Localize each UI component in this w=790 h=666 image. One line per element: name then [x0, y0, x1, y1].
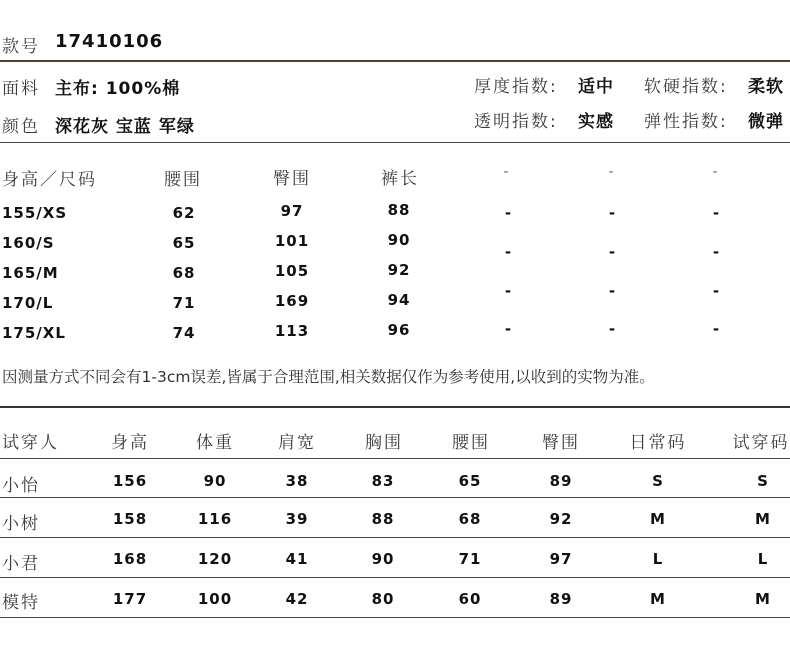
size-cell: 96	[387, 321, 411, 339]
tryon-cell: 80	[371, 590, 395, 608]
tryon-row-name: 小怡	[2, 476, 40, 496]
tryon-cell: 90	[203, 472, 227, 490]
size-row-label: 165/M	[2, 264, 59, 282]
info-divider	[0, 142, 790, 143]
size-blank-cell: -	[504, 204, 512, 222]
size-header-waist: 腰围	[164, 170, 202, 190]
tryon-cell: 177	[112, 590, 148, 608]
size-header-blank: -	[608, 164, 614, 180]
tryon-header: 体重	[196, 433, 234, 453]
elasticity-label: 弹性指数:	[644, 112, 728, 132]
tryon-header: 臀围	[542, 433, 580, 453]
style-no-label: 款号	[2, 37, 40, 57]
size-header-hip: 臀围	[273, 169, 311, 189]
tryon-header: 身高	[111, 433, 149, 453]
size-cell: 62	[172, 204, 196, 222]
size-row-label: 175/XL	[2, 324, 66, 342]
tryon-cell: M	[650, 590, 666, 608]
size-cell: 65	[172, 234, 196, 252]
size-cell: 97	[280, 202, 304, 220]
tryon-header: 试穿人	[2, 433, 59, 453]
transparency-value: 实感	[578, 112, 614, 132]
tryon-divider	[0, 458, 790, 459]
size-blank-cell: -	[504, 282, 512, 300]
tryon-cell: L	[652, 550, 664, 568]
tryon-divider	[0, 577, 790, 578]
color-value: 深花灰 宝蓝 军绿	[55, 117, 195, 137]
size-cell: 90	[387, 231, 411, 249]
softness-label: 软硬指数:	[644, 77, 728, 97]
tryon-cell: M	[755, 590, 771, 608]
tryon-header: 胸围	[365, 433, 403, 453]
size-blank-cell: -	[608, 243, 616, 261]
fabric-label: 面料	[2, 79, 40, 99]
thickness-label: 厚度指数:	[474, 77, 558, 97]
tryon-row-name: 小君	[2, 554, 40, 574]
size-blank-cell: -	[712, 282, 720, 300]
size-blank-cell: -	[712, 320, 720, 338]
size-cell: 94	[387, 291, 411, 309]
size-cell: 74	[172, 324, 196, 342]
size-header-blank: -	[712, 164, 718, 180]
thickness-value: 适中	[578, 77, 614, 97]
size-cell: 105	[274, 262, 310, 280]
tryon-cell: 39	[285, 510, 309, 528]
size-row-label: 155/XS	[2, 204, 68, 222]
size-cell: 68	[172, 264, 196, 282]
size-cell: 71	[172, 294, 196, 312]
tryon-header: 腰围	[452, 433, 490, 453]
size-cell: 101	[274, 232, 310, 250]
size-blank-cell: -	[504, 243, 512, 261]
measurement-note: 因测量方式不同会有1-3cm误差,皆属于合理范围,相关数据仅作为参考使用,以收到的实物为准。	[2, 368, 655, 386]
tryon-bottom-border	[0, 617, 790, 618]
tryon-cell: 168	[112, 550, 148, 568]
tryon-cell: M	[650, 510, 666, 528]
tryon-header: 肩宽	[278, 433, 316, 453]
header-divider	[0, 60, 790, 62]
tryon-cell: 158	[112, 510, 148, 528]
tryon-cell: 38	[285, 472, 309, 490]
tryon-cell: 60	[458, 590, 482, 608]
tryon-cell: 41	[285, 550, 309, 568]
tryon-header: 试穿码	[732, 433, 790, 453]
size-row-label: 170/L	[2, 294, 54, 312]
tryon-row-name: 模特	[2, 593, 40, 613]
tryon-cell: 71	[458, 550, 482, 568]
size-blank-cell: -	[608, 204, 616, 222]
tryon-cell: 65	[458, 472, 482, 490]
size-row-label: 160/S	[2, 234, 55, 252]
size-cell: 169	[274, 292, 310, 310]
size-cell: 113	[274, 322, 310, 340]
tryon-cell: 120	[197, 550, 233, 568]
tryon-cell: 83	[371, 472, 395, 490]
tryon-cell: 42	[285, 590, 309, 608]
tryon-top-border	[0, 406, 790, 408]
tryon-row-name: 小树	[2, 514, 40, 534]
size-blank-cell: -	[608, 282, 616, 300]
transparency-label: 透明指数:	[474, 112, 558, 132]
size-blank-cell: -	[504, 320, 512, 338]
elasticity-value: 微弹	[748, 112, 784, 132]
tryon-cell: 100	[197, 590, 233, 608]
fabric-value: 主布: 100%棉	[55, 79, 181, 99]
tryon-cell: 89	[549, 590, 573, 608]
tryon-cell: 88	[371, 510, 395, 528]
tryon-cell: 156	[112, 472, 148, 490]
tryon-cell: M	[755, 510, 771, 528]
tryon-cell: 97	[549, 550, 573, 568]
size-blank-cell: -	[712, 204, 720, 222]
tryon-divider	[0, 537, 790, 538]
size-cell: 92	[387, 261, 411, 279]
tryon-cell: 68	[458, 510, 482, 528]
size-header-height: 身高／尺码	[2, 170, 97, 190]
tryon-cell: 89	[549, 472, 573, 490]
tryon-cell: 92	[549, 510, 573, 528]
size-header-length: 裤长	[381, 169, 419, 189]
tryon-divider	[0, 497, 790, 498]
tryon-cell: 116	[197, 510, 233, 528]
size-blank-cell: -	[608, 320, 616, 338]
size-header-blank: -	[503, 164, 509, 180]
size-blank-cell: -	[712, 243, 720, 261]
color-label: 颜色	[2, 117, 40, 137]
tryon-header: 日常码	[629, 433, 687, 453]
tryon-cell: L	[757, 550, 769, 568]
tryon-cell: 90	[371, 550, 395, 568]
tryon-cell: S	[652, 472, 664, 490]
size-cell: 88	[387, 201, 411, 219]
tryon-cell: S	[757, 472, 769, 490]
style-no-value: 17410106	[55, 31, 164, 52]
softness-value: 柔软	[748, 77, 784, 97]
